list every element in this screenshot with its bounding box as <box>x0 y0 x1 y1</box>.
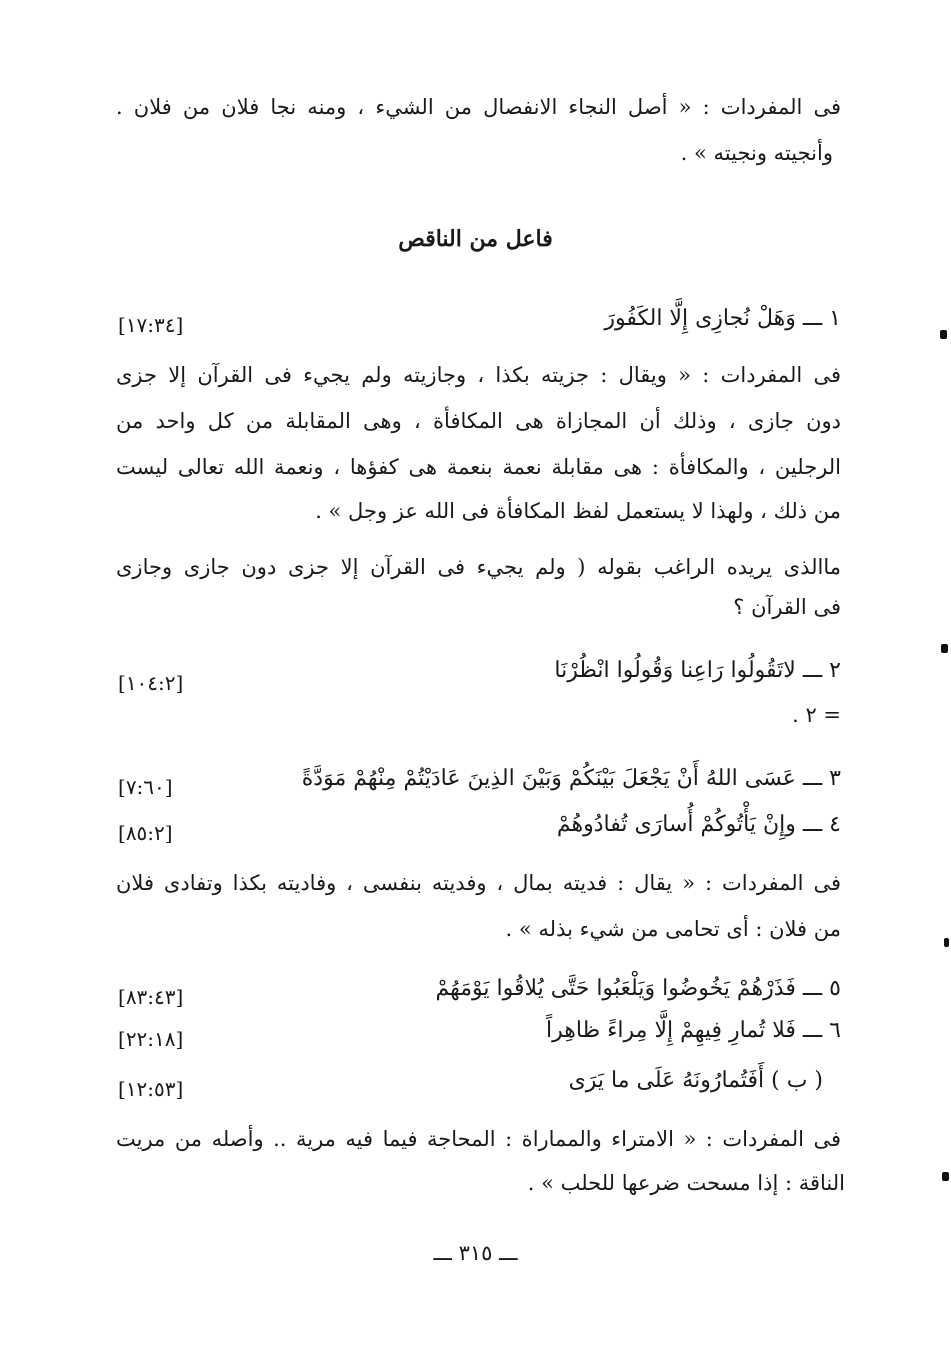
verse-2: ٢ ـــ لاتَقُولُوا رَاعِنا وَقُولُوا انْظُرْنَا <box>554 658 841 683</box>
question-line-1: ماالذى يريده الراغب بقوله ( ولم يجيء فى القرآن إلا جزى دون جازى وجازى <box>116 555 841 579</box>
scan-edge-mark <box>944 938 949 947</box>
paragraph-3-line-2: الناقة : إذا مسحت ضرعها للحلب » . <box>527 1171 845 1195</box>
verse-3-reference: [٧:٦٠] <box>118 775 173 799</box>
verse-3: ٣ ـــ عَسَى اللهُ أَنْ يَجْعَلَ بَيْنَكُمْ وَبَيْنَ الذِينَ عَادَيْتُمْ مِنْهُمْ مَوَدَّةً <box>301 766 841 791</box>
verse-6: ٦ ـــ فَلا تُمارِ فِيهِمْ إِلَّا مِراءً ظاهِراً <box>546 1018 841 1043</box>
top-note-line-1: فى المفردات : « أصل النجاء الانفصال من الشيء ، ومنه نجا فلان من فلان . <box>116 95 841 119</box>
paragraph-1-line-3: الرجلين ، والمكافأة : هى مقابلة نعمة بنعمة هى كفؤها ، ونعمة الله تعالى ليست <box>116 455 841 479</box>
scan-edge-mark <box>940 330 947 339</box>
verse-5-reference: [٨٣:٤٣] <box>118 985 184 1009</box>
paragraph-1-line-2: دون جازى ، وذلك أن المجازاة هى المكافأة ، وهى المقابلة من كل واحد من <box>116 409 841 433</box>
verse-4-reference: [٨٥:٢] <box>118 821 173 845</box>
verse-1: ١ ـــ وَهَلْ نُجازِى إِلَّا الكَفُورَ <box>604 306 841 331</box>
verse-5: ٥ ـــ فَذَرْهُمْ يَخُوضُوا وَيَلْعَبُوا حَتَّى يُلاقُوا يَوْمَهُمْ <box>435 976 841 1001</box>
top-note-line-2: وأنجيته ونجيته » . <box>680 141 833 165</box>
paragraph-2-line-2: من فلان : أى تحامى من شيء بذله » . <box>505 917 841 941</box>
paragraph-3-line-1: فى المفردات : « الامتراء والمماراة : المحاجة فيما فيه مرية .. وأصله من مريت <box>116 1127 841 1151</box>
verse-1-reference: [١٧:٣٤] <box>118 313 184 337</box>
question-line-2: فى القرآن ؟ <box>733 595 841 619</box>
verse-2-reference: [١٠٤:٢] <box>118 671 184 695</box>
cross-reference: = ٢ . <box>792 703 841 727</box>
scan-edge-mark <box>942 1172 949 1181</box>
paragraph-2-line-1: فى المفردات : « يقال : فديته بمال ، وفديته بنفسى ، وفاديته بكذا وتفادى فلان <box>116 871 841 895</box>
paragraph-1-line-1: فى المفردات : « ويقال : جزيته بكذا ، وجازيته ولم يجيء فى القرآن إلا جزى <box>116 363 841 387</box>
section-title: فاعل من الناقص <box>398 226 553 252</box>
scan-edge-mark <box>941 644 948 653</box>
verse-6-reference: [٢٢:١٨] <box>118 1027 184 1051</box>
verse-4: ٤ ـــ وإِنْ يَأْتُوكُمْ أُسارَى تُفادُوهُمْ <box>556 812 841 837</box>
verse-6b-reference: [١٢:٥٣] <box>118 1077 184 1101</box>
paragraph-1-line-4: من ذلك ، ولهذا لا يستعمل لفظ المكافأة فى الله عز وجل » . <box>315 499 841 523</box>
verse-6b: ( ب ) أَفَتُمارُونَهُ عَلَى ما يَرَى <box>568 1068 823 1093</box>
page-number: ـــ ٣١٥ ـــ <box>433 1241 518 1265</box>
